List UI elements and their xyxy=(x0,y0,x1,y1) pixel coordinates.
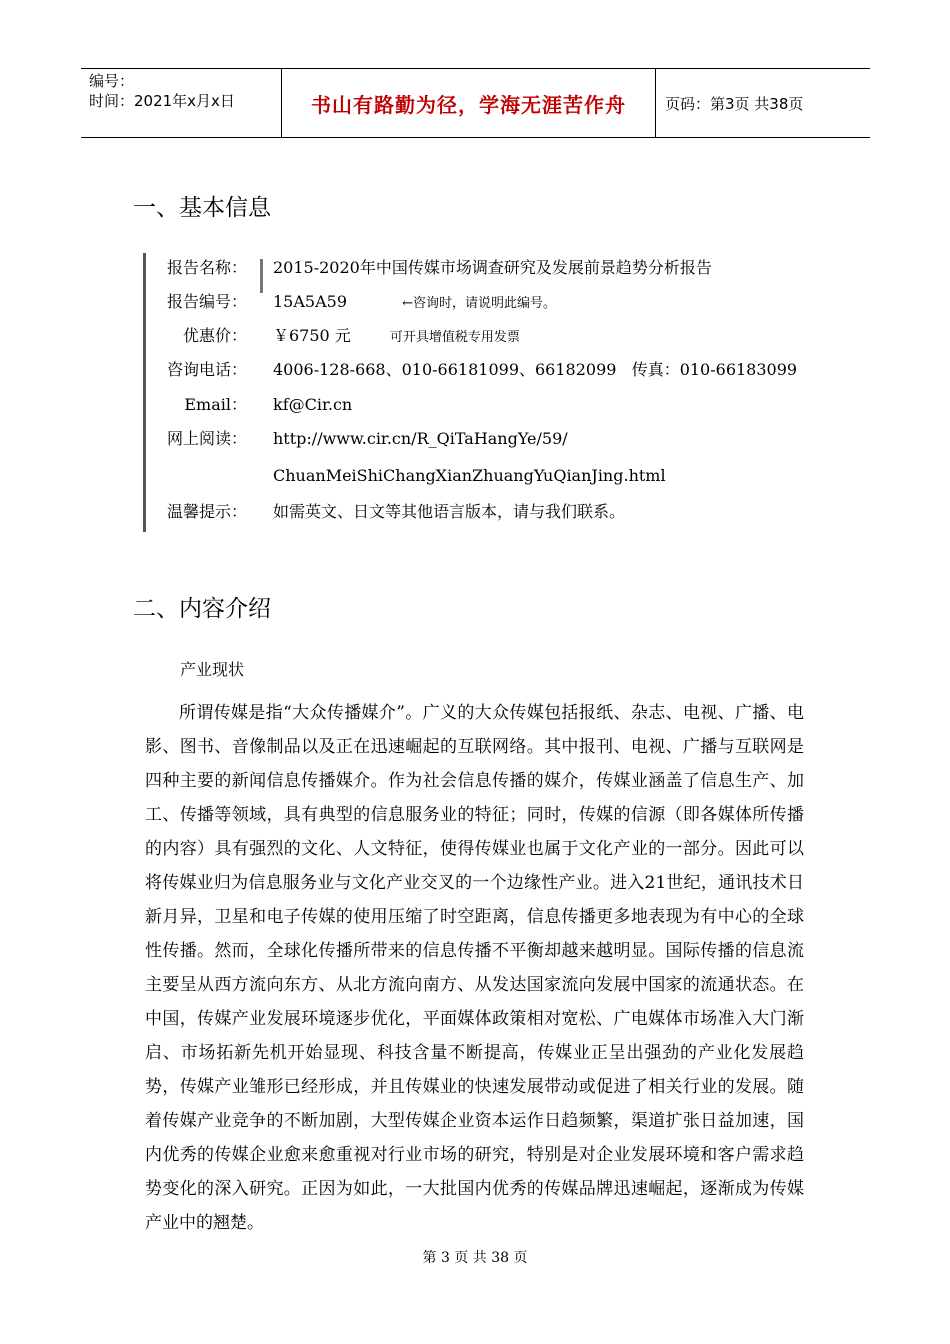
info-box xyxy=(143,253,846,532)
subsection-title: 产业现状 xyxy=(180,660,245,679)
section-title-basic-info: 一、基本信息 xyxy=(133,195,271,221)
price: ￥6750 元 xyxy=(273,326,351,345)
url-link[interactable]: http://www.cir.cn/R_QiTaHangYe/59/ xyxy=(273,429,568,448)
header-divider xyxy=(655,69,656,137)
report-no-note: ←咨询时，请说明此编号。 xyxy=(402,296,557,311)
tip-value: 如需英文、日文等其他语言版本，请与我们联系。 xyxy=(273,502,626,521)
body-paragraph: 所谓传媒是指“大众传播媒介”。广义的大众传媒包括报纸、杂志、电视、广播、电影、图书、音像制品以及正在迅速崛起的互联网络。其中报刊、电视、广播与互联网是四种主要的新闻信息传播媒介。作为社会信息传播的媒介，传媒业涵盖了信息生产、加工、传播等领域，具有典型的信息服务业的特征；同时，传媒的信源（即各媒体所传播的内容）具有强烈的文化、人文特征，使得传媒业也属于文化产业的一部分。因此可以将传媒业归为信息服务业与文化产业交叉的一个边缘性产业。进入21世纪，通讯技术日新月异，卫星和电子传媒的使用压缩了时空距离，信息传播更多地表现为有中心的全球性传播。然而，全球化传播所带来的信息传播不平衡却越来越明显。国际传播的信息流主要呈从西方流向东方、从北方流向南方、从发达国家流向发展中国家的流通状态。在中国，传媒产业发展环境逐步优化，平面媒体政策相对宽松、广电媒体市场准入大门渐启、市场拓新先机开始显现、科技含量不断提高，传媒业正呈出强劲的产业化发展趋势，传媒产业雏形已经形成，并且传媒业的快速发展带动或促进了相关行业的发展。随着传媒产业竞争的不断加剧，大型传媒企业资本运作日趋频繁，渠道扩张日益加速，国内优秀的传媒企业愈来愈重视对行业市场的研究，特别是对企业发展环境和客户需求趋势变化的深入研究。正因为如此，一大批国内优秀的传媒品牌迅速崛起，逐渐成为传媒产业中的翘楚。 xyxy=(145,703,804,1233)
url-link-cont[interactable]: ChuanMeiShiChangXianZhuangYuQianJing.html xyxy=(273,466,666,485)
phone-value: 4006-128-668、010-66181099、66182099 传真：010-66183099 xyxy=(273,360,798,379)
header-number: 编号： xyxy=(89,72,135,90)
report-no: 15A5A59 xyxy=(273,292,348,311)
header-page-info: 页码：第3页 共38页 xyxy=(665,94,804,113)
info-label: Email： xyxy=(184,395,247,414)
info-label: 优惠价： xyxy=(182,326,247,345)
header-motto: 书山有路勤为径，学海无涯苦作舟 xyxy=(311,92,626,117)
header-time: 时间：2021年x月x日 xyxy=(89,92,235,110)
email-link[interactable]: kf@Cir.cn xyxy=(273,395,353,414)
page-footer: 第 3 页 共 38 页 xyxy=(422,1250,528,1266)
price-note: 可开具增值税专用发票 xyxy=(389,330,520,345)
header-meta xyxy=(89,71,235,111)
report-name-value: 2015-2020年中国传媒市场调查研究及发展前景趋势分析报告 xyxy=(273,258,712,277)
value-divider xyxy=(260,259,263,293)
info-label: 网上阅读： xyxy=(166,429,247,448)
price-value xyxy=(273,325,520,349)
report-no-value xyxy=(273,291,556,315)
info-label: 报告编号： xyxy=(166,292,247,311)
page-header xyxy=(81,68,870,138)
info-label: 报告名称： xyxy=(166,258,247,277)
info-label: 温馨提示： xyxy=(166,502,247,521)
info-label: 咨询电话： xyxy=(166,360,247,379)
section-title-content-intro: 二、内容介绍 xyxy=(133,596,271,622)
